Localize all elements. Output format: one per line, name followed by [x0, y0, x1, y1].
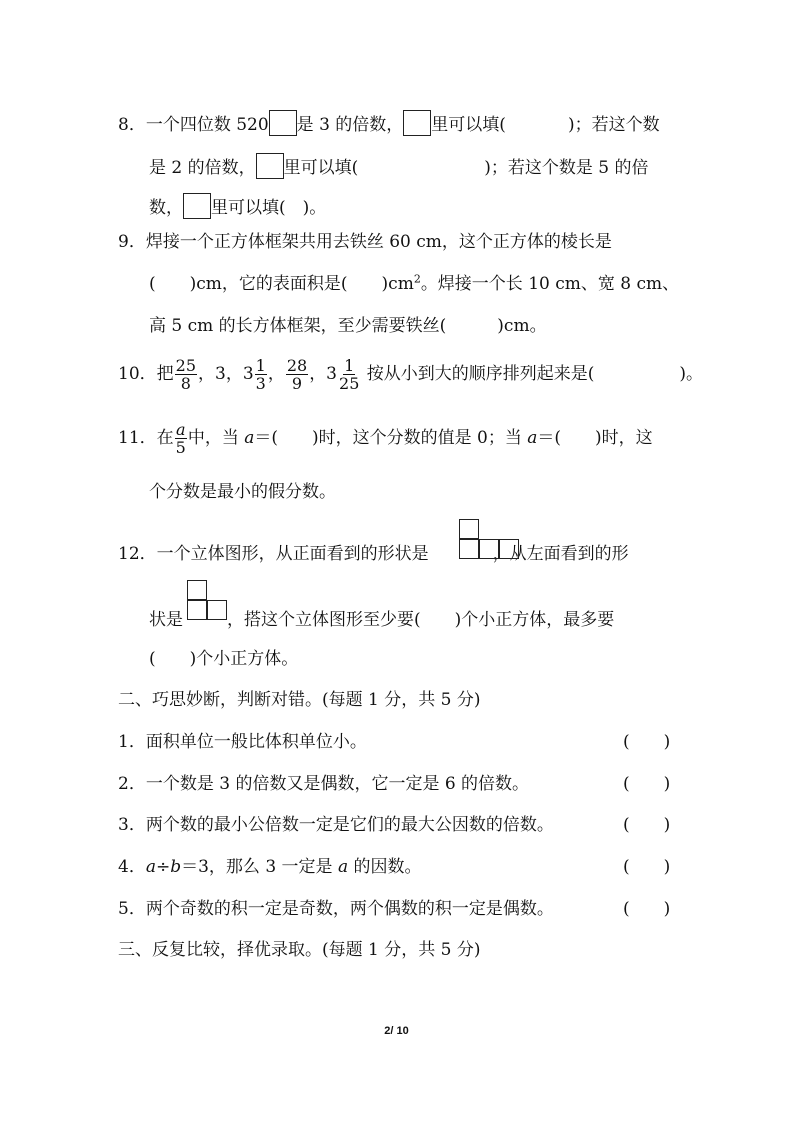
left-view-figure — [187, 580, 229, 622]
judge-item-3: 3．两个数的最小公倍数一定是它们的最大公因数的倍数。 — [118, 815, 554, 835]
answer-paren[interactable]: ( ) — [623, 857, 671, 877]
q8-text: 里可以填( — [283, 158, 359, 178]
variable: a — [527, 428, 538, 448]
item-text: ＝3，那么 3 一定是 — [181, 857, 338, 877]
q10-text: ，3，3 — [198, 364, 254, 384]
left-view-cell — [207, 600, 227, 620]
variable: b — [170, 857, 182, 877]
judge-item-4 — [118, 856, 422, 878]
q8-text: 里可以填( )。 — [211, 198, 327, 218]
answer-paren[interactable]: ( ) — [623, 899, 671, 919]
q8-line3 — [149, 193, 326, 219]
q8-line2 — [149, 153, 649, 179]
q9-sup: 2 — [413, 272, 421, 286]
q9-text: ( )cm，它的表面积是( )cm — [149, 274, 414, 294]
q8-text: 是 2 的倍数， — [149, 158, 256, 178]
item-text: 的因数。 — [348, 857, 422, 877]
q8-text: 8．一个四位数 520 — [118, 115, 269, 135]
q11-text: ＝( )时，这个分数的值是 0；当 — [254, 428, 528, 448]
answer-box[interactable] — [269, 110, 297, 136]
fraction: $\frac{a}{5}$ — [175, 420, 186, 457]
q12-line1 — [118, 543, 629, 565]
q9-line3: 高 5 cm 的长方体框架，至少需要铁丝( )cm。 — [149, 316, 547, 336]
q8-line1 — [118, 110, 660, 136]
answer-paren[interactable]: ( ) — [623, 732, 671, 752]
judge-item-5: 5．两个奇数的积一定是奇数，两个偶数的积一定是偶数。 — [118, 899, 554, 919]
page-number: 2/ 10 — [384, 1025, 409, 1037]
front-view-cell — [459, 539, 479, 559]
front-view-figure — [459, 519, 521, 561]
q10-text: ， — [267, 364, 285, 384]
q9-line2 — [149, 273, 679, 295]
q9-text: 。焊接一个长 10 cm、宽 8 cm、 — [420, 274, 680, 294]
fraction: $\frac{1}{25}$ — [339, 356, 360, 393]
q9-line1: 9．焊接一个正方体框架共用去铁丝 60 cm，这个正方体的棱长是 — [118, 232, 612, 252]
answer-box[interactable] — [403, 110, 431, 136]
variable: a — [145, 857, 156, 877]
q8-text: )；若这个数 — [567, 115, 660, 135]
q10-line — [118, 356, 703, 392]
operator: ÷ — [155, 857, 171, 877]
section-3-title: 三、反复比较，择优录取。(每题 1 分，共 5 分) — [118, 940, 481, 960]
variable: a — [337, 857, 349, 877]
left-view-cell — [187, 580, 207, 600]
section-2-title: 二、巧思妙断，判断对错。(每题 1 分，共 5 分) — [118, 690, 481, 710]
q11-line1 — [118, 420, 653, 456]
q8-text: 数， — [149, 198, 183, 218]
judge-item-1: 1．面积单位一般比体积单位小。 — [118, 732, 367, 752]
q8-text: )；若这个数是 5 的倍 — [484, 158, 649, 178]
q8-text: 是 3 的倍数， — [296, 115, 404, 135]
q8-text: 里可以填( — [431, 115, 506, 135]
judge-item-2: 2．一个数是 3 的倍数又是偶数，它一定是 6 的倍数。 — [118, 774, 530, 794]
q11-text: 中，当 — [187, 428, 245, 448]
front-view-cell — [499, 539, 519, 559]
q12-text: 状是 — [149, 610, 183, 630]
q10-text: 10．把 — [118, 364, 174, 384]
answer-box[interactable] — [183, 193, 211, 219]
q12-line3: ( )个小正方体。 — [149, 649, 299, 669]
q12-text: 12．一个立体图形，从正面看到的形状是 — [118, 544, 429, 564]
q11-text: ＝( )时，这 — [537, 428, 653, 448]
fraction: $\frac{1}{3}$ — [255, 356, 266, 393]
answer-box[interactable] — [256, 153, 284, 179]
answer-paren[interactable]: ( ) — [623, 774, 671, 794]
fraction: $\frac{28}{9}$ — [286, 356, 308, 393]
item-text: 4． — [118, 857, 146, 877]
q10-text: ，3 — [309, 364, 338, 384]
q11-line2: 个分数是最小的假分数。 — [149, 482, 336, 502]
q10-text: 按从小到大的顺序排列起来是( )。 — [361, 364, 704, 384]
q12-text: ，从左面看到的形 — [492, 544, 629, 564]
fraction: $\frac{25}{8}$ — [175, 356, 196, 393]
variable: a — [244, 428, 255, 448]
q11-text: 11．在 — [118, 428, 174, 448]
answer-paren[interactable]: ( ) — [623, 815, 671, 835]
front-view-cell — [459, 519, 479, 539]
q12-text: ，搭这个立体图形至少要( )个小正方体，最多要 — [227, 610, 615, 630]
front-view-cell — [479, 539, 499, 559]
left-view-cell — [187, 600, 207, 620]
